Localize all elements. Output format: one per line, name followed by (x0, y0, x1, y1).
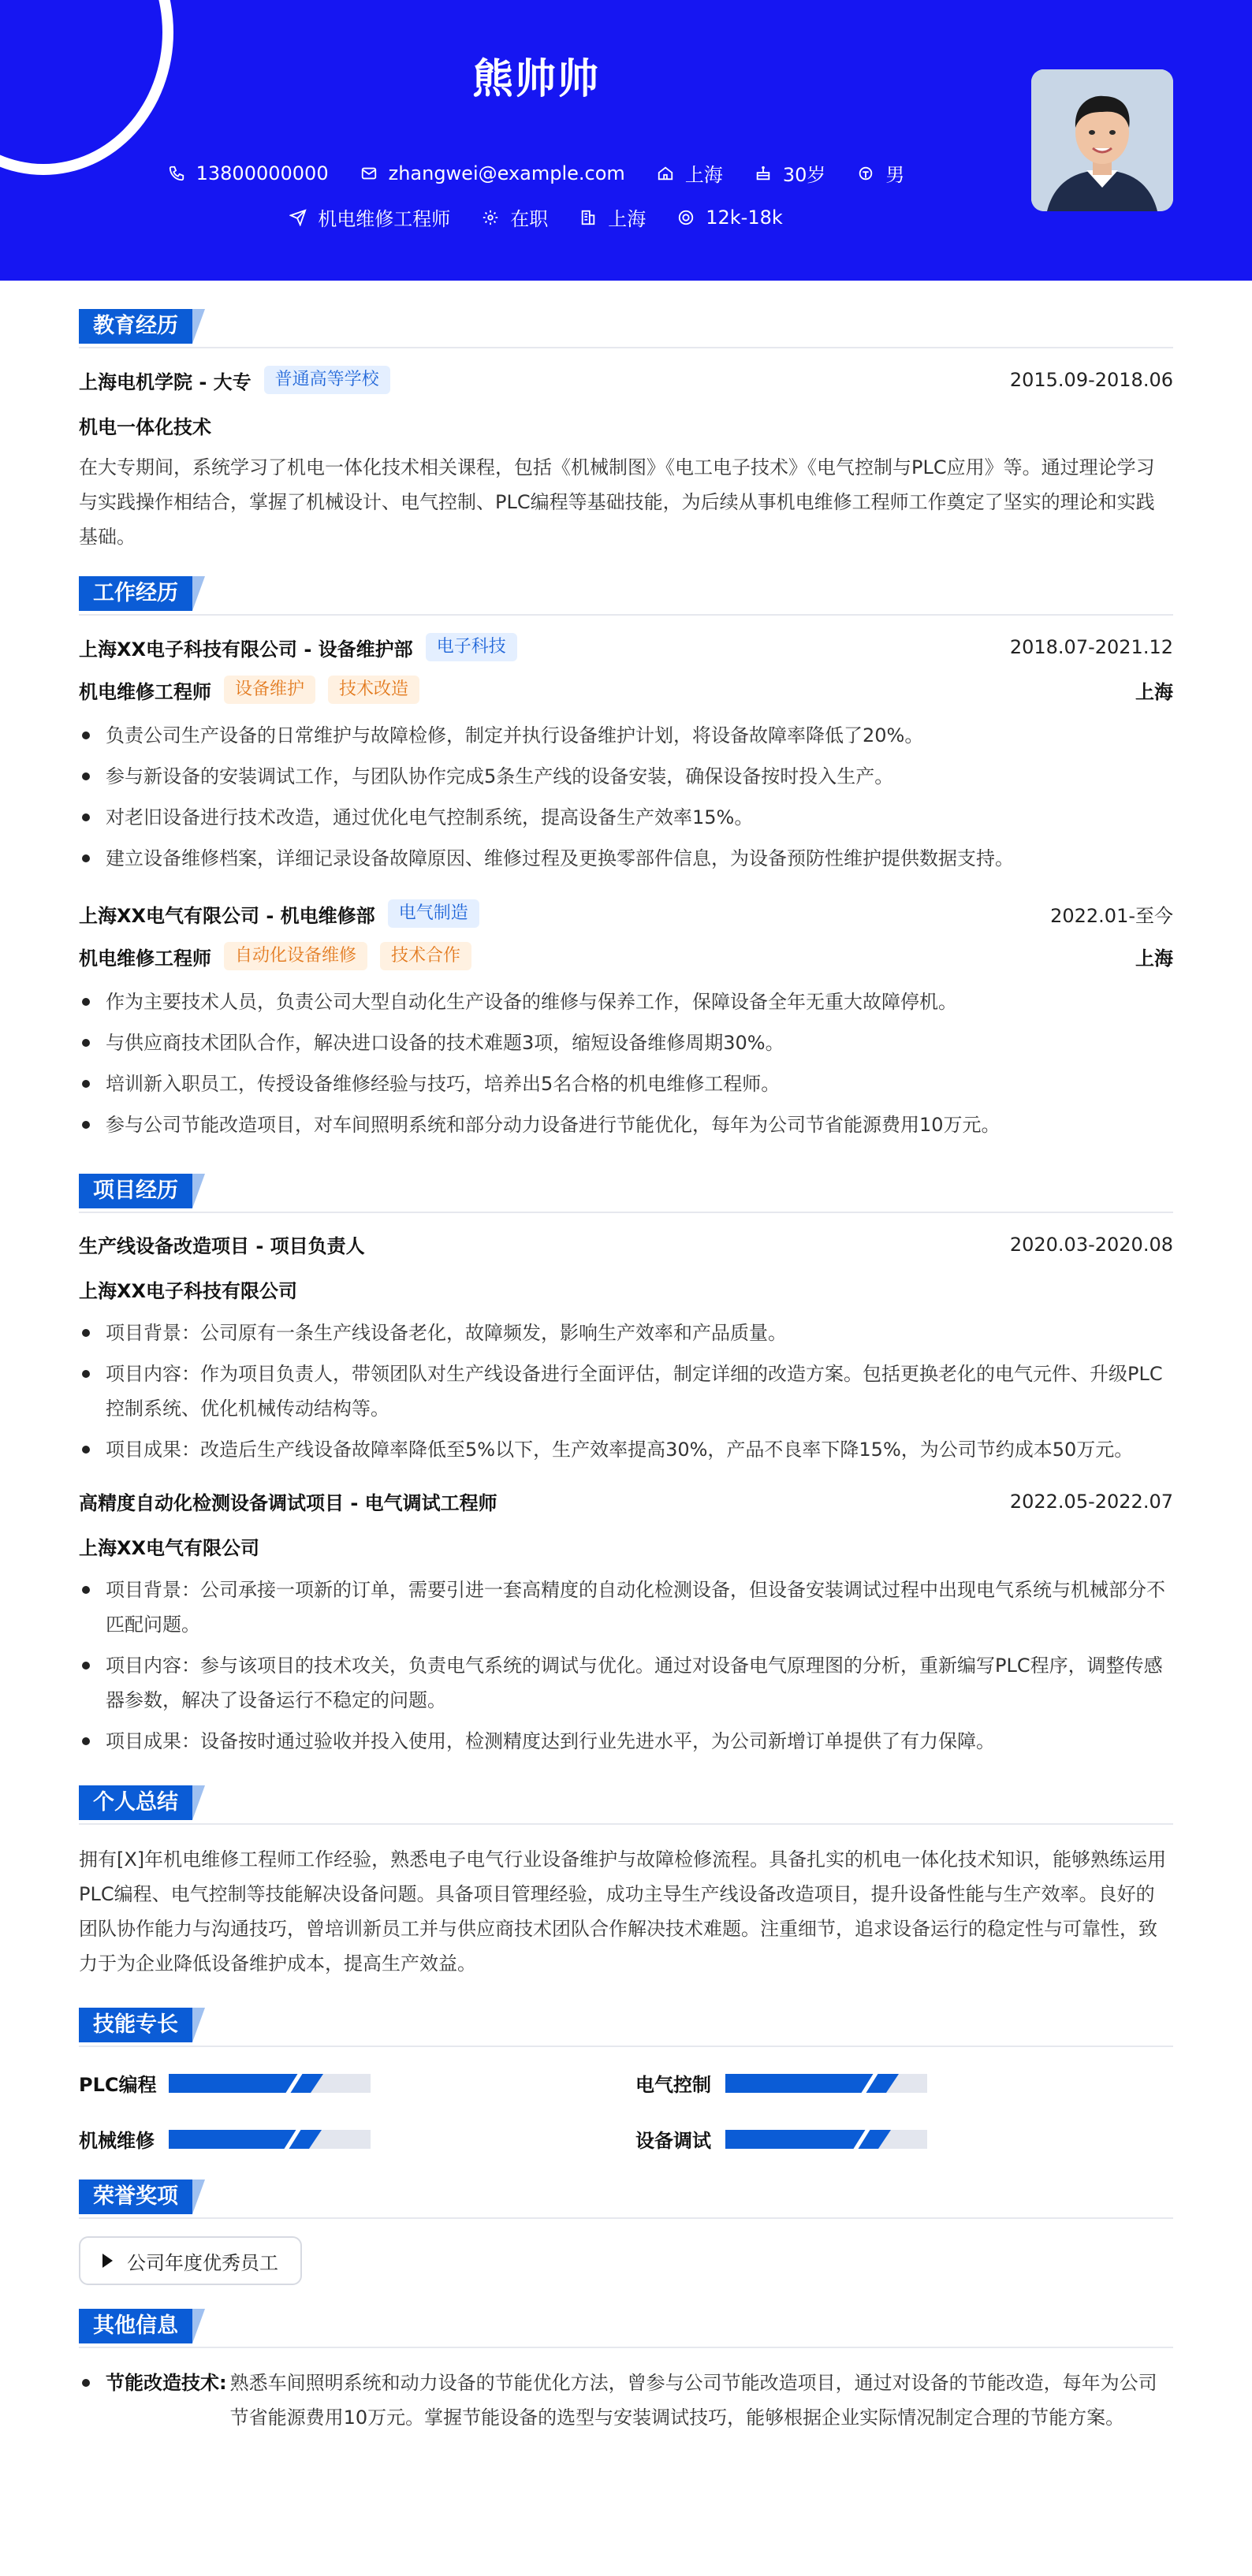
role-tag: 技术改造 (328, 676, 419, 704)
work-header (79, 576, 1173, 616)
work-company-row (79, 899, 1173, 928)
building-icon (579, 209, 597, 226)
awards-header (79, 2180, 1173, 2219)
target-city-text: 上海 (608, 208, 646, 230)
project-company-row (79, 1532, 1173, 1560)
education-header (79, 309, 1173, 348)
list-item: 建立设备维修档案，详细记录设备故障原因、维修过程及更换零部件信息，为设备预防性维护提供数据支持。 (79, 841, 1173, 876)
skill-name: PLC编程 (79, 2074, 157, 2096)
project-bullets (79, 1573, 1173, 1759)
phone-text: 13800000000 (196, 162, 329, 184)
work-role-row (79, 676, 1173, 704)
role-name: 机电维修工程师 (79, 947, 211, 970)
projects-section (79, 1174, 1173, 1759)
work-city: 上海 (1135, 680, 1173, 703)
work-role-row (79, 942, 1173, 970)
company-name: 上海XX电子科技有限公司 - 设备维护部 (79, 638, 413, 661)
play-icon (102, 2254, 113, 2268)
cake-icon (755, 165, 772, 182)
list-item: 与供应商技术团队合作，解决进口设备的技术难题3项，缩短设备维修周期30%。 (79, 1026, 1173, 1060)
company-name: 上海XX电气有限公司 - 机电维修部 (79, 904, 375, 927)
skill-bar (725, 2074, 927, 2093)
awards-section (79, 2180, 1173, 2285)
email-text: zhangwei@example.com (388, 162, 625, 184)
education-description: 在大专期间，系统学习了机电一体化技术相关课程，包括《机械制图》《电工电子技术》《电气控制与PLC应用》等。通过理论学习与实践操作相结合，掌握了机械设计、电气控制、PLC编程等基础技能，为后续从事机电维修工程师工作奠定了坚实的理论和实践基础。 (79, 456, 1155, 548)
resume-header (0, 0, 1252, 281)
city-text: 上海 (684, 164, 723, 186)
summary-header (79, 1785, 1173, 1825)
other-item (79, 2366, 1173, 2435)
industry-tag: 电子科技 (426, 633, 517, 661)
list-item: 项目内容：作为项目负责人，带领团队对生产线设备进行全面评估，制定详细的改造方案。包括更换老化的电气元件、升级PLC控制系统、优化机械传动结构等。 (79, 1357, 1173, 1426)
job-text: 机电维修工程师 (318, 208, 451, 230)
project-company: 上海XX电气有限公司 (79, 1537, 260, 1559)
job-row (0, 203, 1072, 231)
section-title: 项目经历 (79, 1174, 192, 1208)
section-title: 个人总结 (79, 1785, 192, 1820)
work-section (79, 576, 1173, 1142)
education-row (79, 366, 1173, 394)
gear-icon (482, 209, 499, 226)
resume-body (79, 281, 1173, 2435)
list-item: 对老旧设备进行技术改造，通过优化电气控制系统，提高设备生产效率15%。 (79, 800, 1173, 835)
major-name: 机电一体化技术 (79, 416, 211, 438)
skill-item (79, 2069, 635, 2097)
projects-header (79, 1174, 1173, 1213)
school-name: 上海电机学院 - 大专 (79, 370, 252, 393)
skills-grid (79, 2069, 1173, 2153)
other-section (79, 2309, 1173, 2435)
work-bullets (79, 718, 1173, 876)
summary-section (79, 1785, 1173, 1981)
work-company-row (79, 633, 1173, 661)
phone-icon (168, 165, 185, 182)
salary-text: 12k-18k (706, 206, 783, 229)
skill-bar (169, 2074, 371, 2093)
avatar (1031, 69, 1173, 211)
skill-name: 电气控制 (635, 2074, 711, 2096)
skill-item (635, 2069, 1173, 2097)
project-title-row (79, 1487, 1173, 1515)
list-item: 项目成果：设备按时通过验收并投入使用，检测精度达到行业先进水平，为公司新增订单提供了有力保障。 (79, 1724, 1173, 1759)
project-title: 高精度自动化检测设备调试项目 - 电气调试工程师 (79, 1492, 497, 1514)
other-key: 节能改造技术: (106, 2372, 227, 2394)
school-tag: 普通高等学校 (264, 366, 390, 394)
skill-name: 设备调试 (635, 2130, 711, 2152)
home-icon (657, 165, 674, 182)
list-item: 作为主要技术人员，负责公司大型自动化生产设备的维修与保养工作，保障设备全年无重大故障停机。 (79, 985, 1173, 1019)
salary-item (677, 207, 783, 229)
gender-item (857, 159, 904, 187)
status-text: 在职 (510, 208, 549, 230)
education-section (79, 309, 1173, 554)
project-date: 2022.05-2022.07 (1009, 1490, 1173, 1513)
section-title: 教育经历 (79, 309, 192, 344)
section-title: 技能专长 (79, 2008, 192, 2042)
project-title-row (79, 1230, 1173, 1258)
project-bullets (79, 1316, 1173, 1467)
list-item: 项目成果：改造后生产线设备故障率降低至5%以下，生产效率提高30%，产品不良率下降15%，为公司节约成本50万元。 (79, 1432, 1173, 1467)
send-icon (289, 209, 307, 226)
gender-text: 男 (885, 164, 905, 186)
work-entry (79, 899, 1173, 1142)
project-company: 上海XX电子科技有限公司 (79, 1280, 298, 1302)
list-item: 项目背景：公司原有一条生产线设备老化，故障频发，影响生产效率和产品质量。 (79, 1316, 1173, 1350)
email-item (360, 162, 625, 184)
skills-header (79, 2008, 1173, 2047)
list-item: 参与公司节能改造项目，对车间照明系统和部分动力设备进行节能优化，每年为公司节省能源费用10万元。 (79, 1107, 1173, 1142)
list-item: 参与新设备的安装调试工作，与团队协作完成5条生产线的设备安装，确保设备按时投入生产。 (79, 759, 1173, 794)
major-row (79, 411, 1173, 439)
project-entry (79, 1487, 1173, 1759)
award-text: 公司年度优秀员工 (127, 2251, 278, 2274)
list-item: 培训新入职员工，传授设备维修经验与技巧，培养出5名合格的机电维修工程师。 (79, 1067, 1173, 1101)
project-company-row (79, 1275, 1173, 1303)
work-entry (79, 633, 1173, 876)
skill-bar-fill (725, 2074, 886, 2093)
work-city: 上海 (1135, 947, 1173, 970)
skill-bar (725, 2130, 927, 2149)
skill-name: 机械维修 (79, 2130, 155, 2152)
skill-bar (169, 2130, 371, 2149)
gender-icon (857, 165, 874, 182)
phone-item (168, 162, 329, 184)
skills-section (79, 2008, 1173, 2153)
role-name: 机电维修工程师 (79, 680, 211, 703)
mail-icon (360, 165, 378, 182)
city-item (657, 159, 723, 187)
list-item: 负责公司生产设备的日常维护与故障检修，制定并执行设备维护计划，将设备故障率降低了20%。 (79, 718, 1173, 753)
other-header (79, 2309, 1173, 2348)
job-item (289, 203, 450, 231)
other-value: 熟悉车间照明系统和动力设备的节能优化方法，曾参与公司节能改造项目，通过对设备的节能改造，每年为公司节省能源费用10万元。掌握节能设备的选型与安装调试技巧，能够根据企业实际情况制定合理的节能方案。 (229, 2372, 1157, 2429)
section-title: 工作经历 (79, 576, 192, 611)
summary-text: 拥有[X]年机电维修工程师工作经验，熟悉电子电气行业设备维护与故障检修流程。具备扎实的机电一体化技术知识，能够熟练运用PLC编程、电气控制等技能解决设备问题。具备项目管理经验，成功主导生产线设备改造项目，提升设备性能与生产效率。良好的团队协作能力与沟通技巧，曾培训新员工并与供应商技术团队合作解决技术难题。注重细节，追求设备运行的稳定性与可靠性，致力于为企业降低设备维护成本，提高生产效益。 (79, 1848, 1167, 1975)
role-tag: 自动化设备维修 (224, 942, 367, 970)
work-date: 2018.07-2021.12 (1009, 636, 1173, 658)
list-item: 项目内容：参与该项目的技术攻关，负责电气系统的调试与优化。通过对设备电气原理图的分析，重新编写PLC程序，调整传感器参数，解决了设备运行不稳定的问题。 (79, 1648, 1173, 1718)
skill-item (79, 2125, 635, 2153)
role-tag: 技术合作 (380, 942, 471, 970)
role-tag: 设备维护 (224, 676, 315, 704)
award-chip (79, 2236, 302, 2285)
candidate-name: 熊帅帅 (471, 56, 600, 103)
section-title: 其他信息 (79, 2309, 192, 2343)
work-bullets (79, 985, 1173, 1142)
education-date: 2015.09-2018.06 (1009, 369, 1173, 391)
project-date: 2020.03-2020.08 (1009, 1233, 1173, 1256)
age-item (755, 159, 826, 187)
work-date: 2022.01-至今 (1050, 904, 1173, 927)
project-entry (79, 1230, 1173, 1467)
skill-item (635, 2125, 1173, 2153)
industry-tag: 电气制造 (388, 899, 479, 928)
section-title: 荣誉奖项 (79, 2180, 192, 2214)
money-icon (677, 209, 695, 226)
status-item (482, 203, 548, 231)
project-title: 生产线设备改造项目 - 项目负责人 (79, 1235, 365, 1257)
age-text: 30岁 (782, 164, 826, 186)
contact-row (0, 159, 1072, 187)
list-item: 项目背景：公司承接一项新的订单，需要引进一套高精度的自动化检测设备，但设备安装调试过程中出现电气系统与机械部分不匹配问题。 (79, 1573, 1173, 1642)
target-city-item (579, 203, 646, 231)
